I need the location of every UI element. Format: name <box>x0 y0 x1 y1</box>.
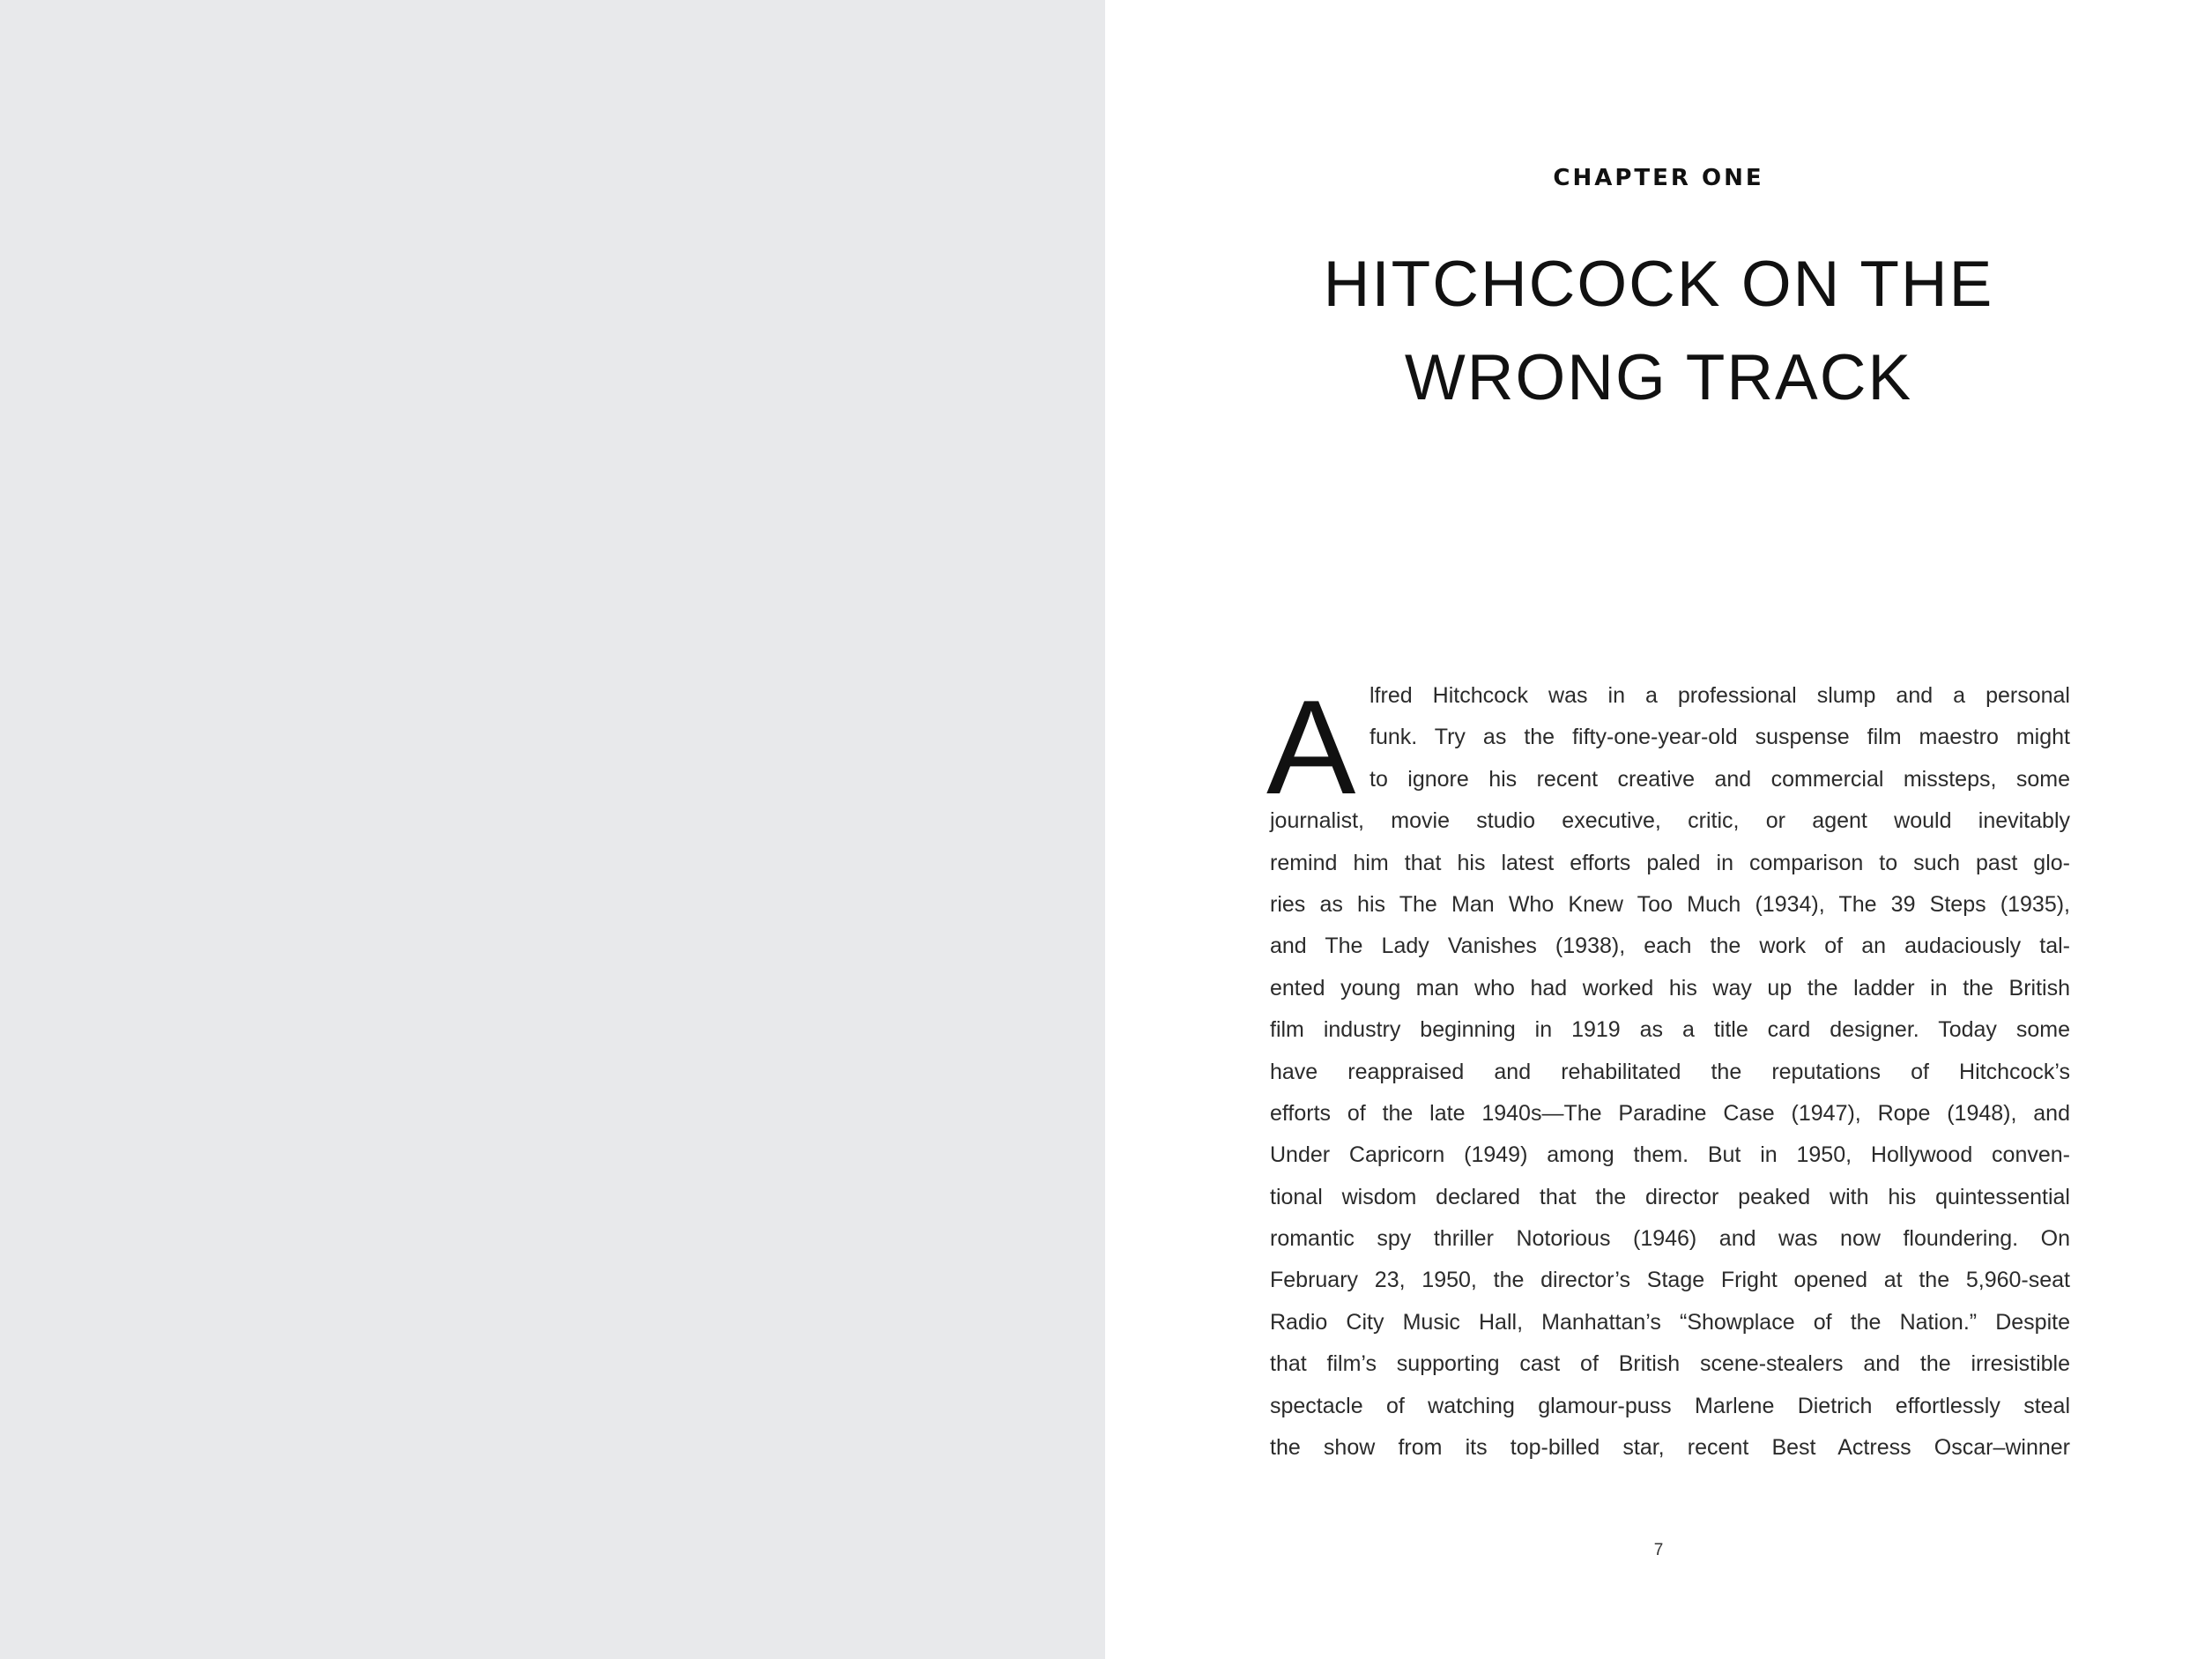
body-line: tional wisdom declared that the director peaked with his quintessential <box>1270 1184 2070 1209</box>
body-line: February 23, 1950, the director’s Stage Fright opened at the 5,960-seat <box>1270 1268 2070 1293</box>
body-line: and The Lady Vanishes (1938), each the work of an audaciously tal- <box>1270 934 2070 959</box>
body-line: Radio City Music Hall, Manhattan’s “Showplace of the Nation.” Despite <box>1270 1309 2070 1335</box>
chapter-title <box>1105 238 2212 425</box>
left-page-blank <box>0 0 1105 1659</box>
body-paragraph <box>1266 673 2070 1469</box>
body-line: film industry beginning in 1919 as a title card designer. Today some <box>1270 1017 2070 1043</box>
body-line: Under Capricorn (1949) among them. But in 1950, Hollywood conven- <box>1270 1142 2070 1168</box>
body-line: the show from its top-billed star, recent Best Actress Oscar–winner <box>1270 1435 2070 1461</box>
body-line: spectacle of watching glamour-puss Marlene Dietrich effortlessly steal <box>1270 1393 2070 1418</box>
body-line: have reappraised and rehabilitated the reputations of Hitchcock’s <box>1270 1059 2070 1084</box>
body-line: ented young man who had worked his way up the ladder in the British <box>1270 975 2070 1001</box>
right-page <box>1105 0 2212 1659</box>
body-line: efforts of the late 1940s—The Paradine Case (1947), Rope (1948), and <box>1270 1100 2070 1126</box>
page-number: 7 <box>1653 1541 1664 1559</box>
body-line: romantic spy thriller Notorious (1946) and was now floundering. On <box>1270 1226 2070 1252</box>
body-line: funk. Try as the fifty-one-year-old suspense film maestro might <box>1370 725 2070 750</box>
body-line: lfred Hitchcock was in a professional slump and a personal <box>1370 683 2070 708</box>
body-line: that film’s supporting cast of British scene-stealers and the irresistible <box>1270 1351 2070 1377</box>
chapter-title-line-1: HITCHCOCK ON THE <box>1323 249 1994 320</box>
drop-cap: A <box>1266 673 1356 822</box>
chapter-title-line-2: WRONG TRACK <box>1404 342 1913 413</box>
body-line: journalist, movie studio executive, critic, or agent would inevitably <box>1270 808 2070 834</box>
body-line: ries as his The Man Who Knew Too Much (1934), The 39 Steps (1935), <box>1270 891 2070 917</box>
body-line: to ignore his recent creative and commercial missteps, some <box>1370 766 2070 792</box>
chapter-label: CHAPTER ONE <box>1553 165 1764 191</box>
body-line: remind him that his latest efforts paled in comparison to such past glo- <box>1270 850 2070 875</box>
